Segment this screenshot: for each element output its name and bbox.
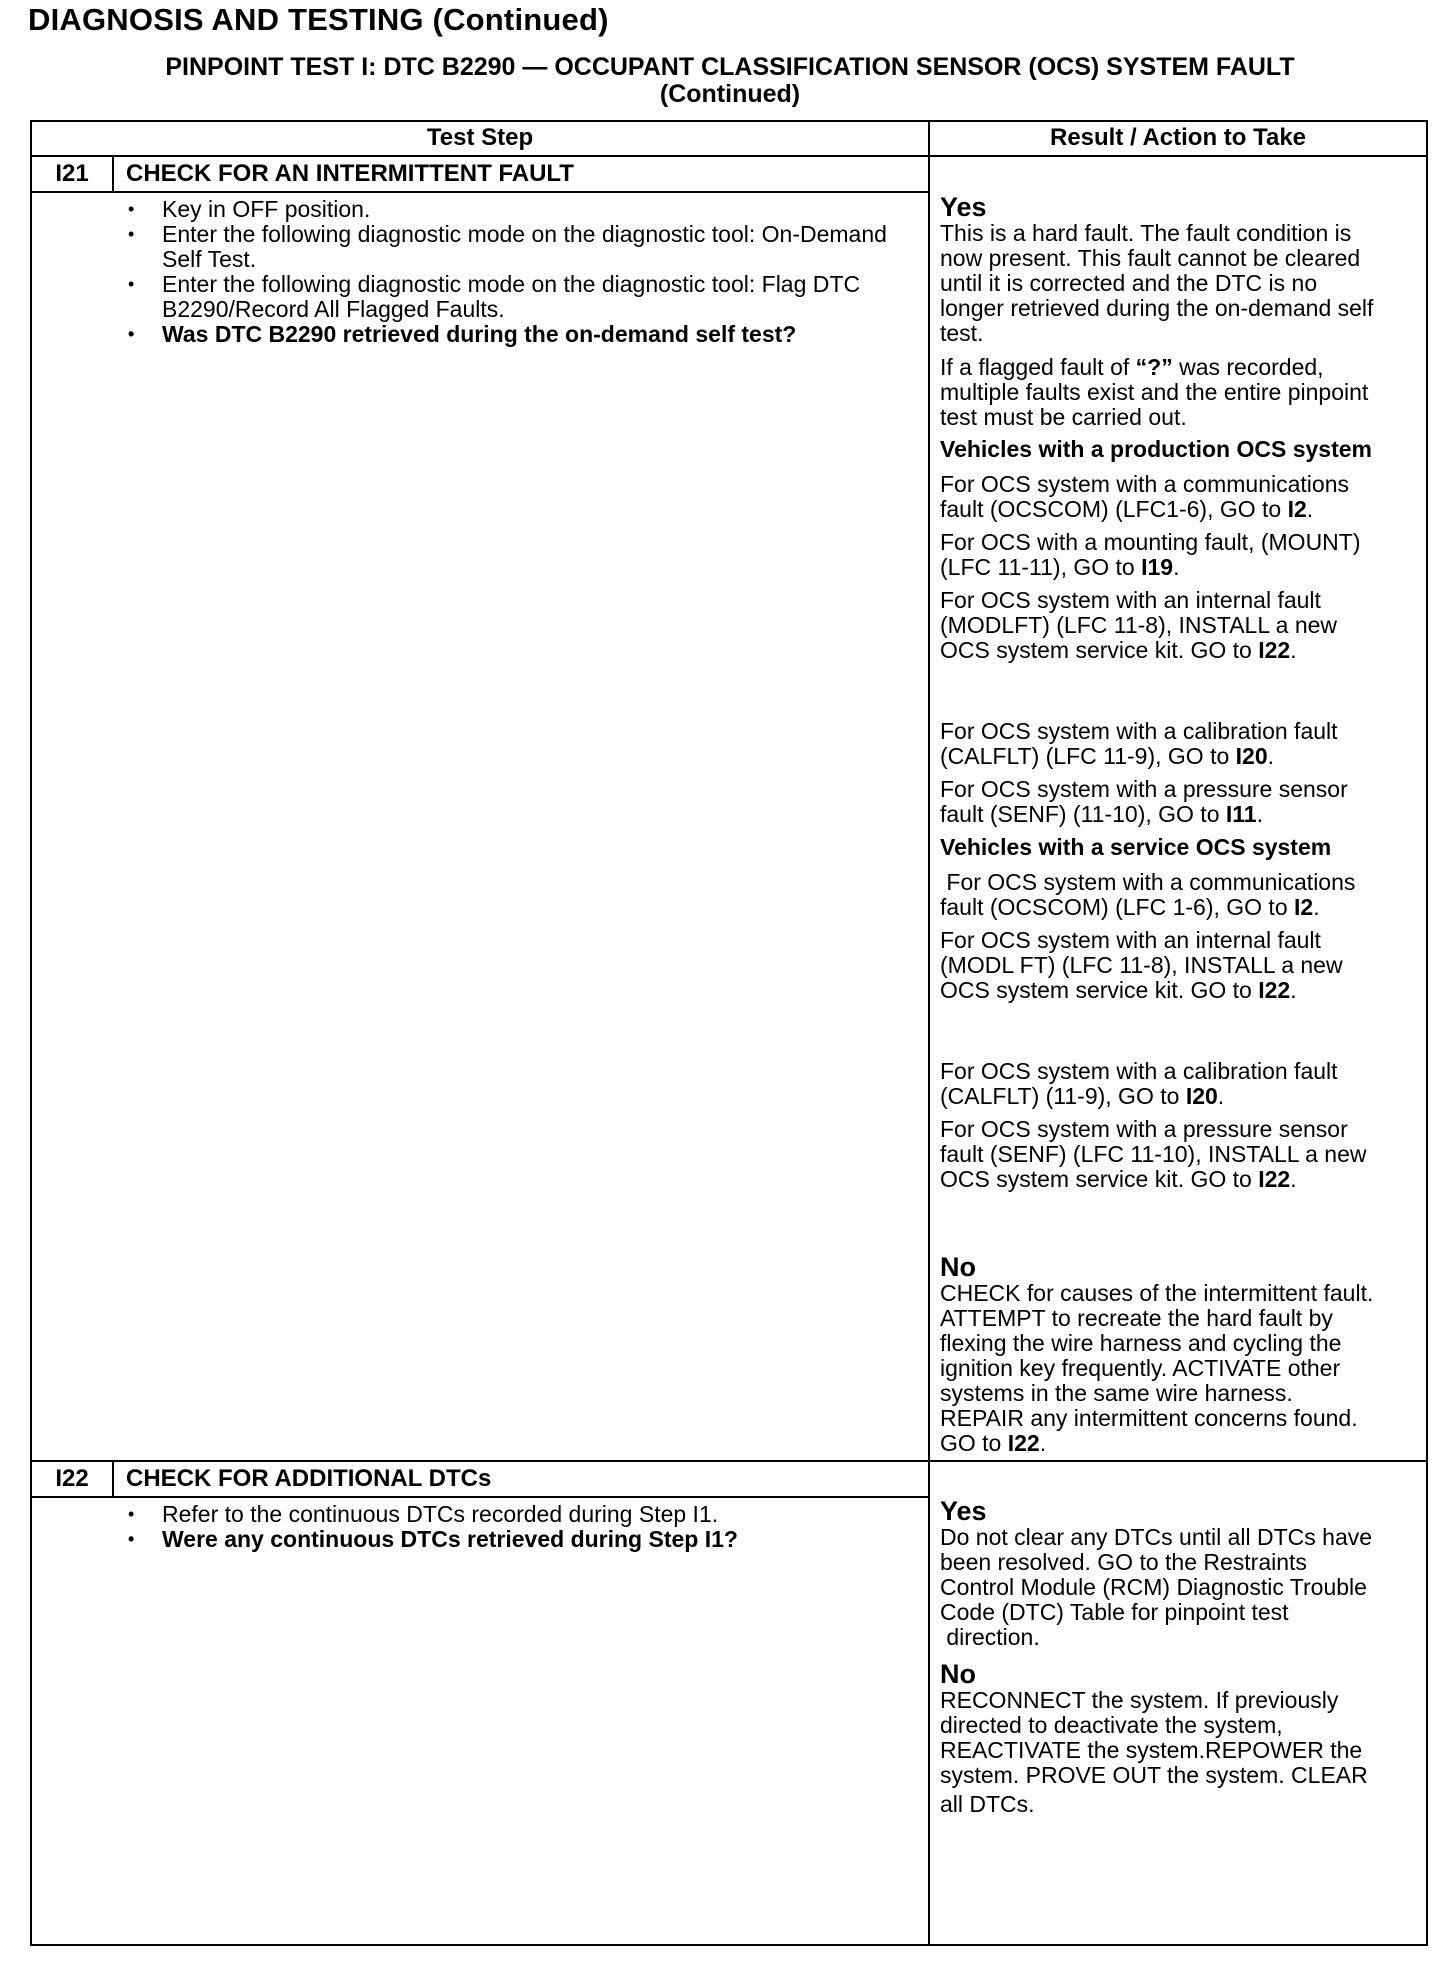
result-text: For OCS system with an internal fault	[940, 587, 1321, 613]
result-text: CHECK for causes of the intermittent fault.	[940, 1280, 1374, 1306]
step-i21-question: • Was DTC B2290 retrieved during the on-demand self test?	[128, 322, 898, 347]
goto-step-link[interactable]: I11	[1225, 801, 1257, 827]
no-label: No	[940, 1252, 976, 1282]
step-title-i21: CHECK FOR AN INTERMITTENT FAULT	[126, 160, 574, 187]
production-item	[940, 472, 1430, 522]
goto-step-link[interactable]: I20	[1185, 1083, 1218, 1109]
step-number-divider-i22	[112, 1461, 114, 1497]
result-text: multiple faults exist and the entire pinpoint	[940, 379, 1369, 405]
result-text: (LFC 11-11), GO to I19.	[940, 554, 1180, 580]
result-text: (MODL FT) (LFC 11-8), INSTALL a new	[940, 952, 1343, 978]
production-item	[940, 719, 1430, 769]
result-text: (CALFLT) (11-9), GO to I20.	[940, 1083, 1225, 1109]
result-text: For OCS system with an internal fault	[940, 927, 1321, 953]
result-text: GO to I22.	[940, 1430, 1047, 1456]
goto-step-link[interactable]: I2	[1294, 894, 1314, 920]
step-number-i21: I21	[55, 160, 89, 187]
column-divider	[928, 121, 930, 1945]
result-text: fault (SENF) (11-10), GO to I11.	[940, 801, 1263, 827]
result-text: test.	[940, 320, 984, 346]
service-item	[940, 1059, 1430, 1109]
step-i21-no-block	[940, 1254, 1430, 1456]
production-item	[940, 777, 1430, 827]
step-number-divider-i21	[112, 156, 114, 192]
result-text: ATTEMPT to recreate the hard fault by	[940, 1305, 1333, 1331]
yes-label: Yes	[940, 1496, 987, 1526]
result-text: If a flagged fault of “?” was recorded,	[940, 354, 1324, 380]
step-i21-flag-note	[940, 355, 1430, 430]
result-text: longer retrieved during the on-demand self	[940, 295, 1374, 321]
step-title-i22: CHECK FOR ADDITIONAL DTCs	[126, 1465, 492, 1492]
result-text: This is a hard fault. The fault condition is	[940, 220, 1352, 246]
step-i21-bullet: • Key in OFF position.	[128, 197, 898, 222]
pinpoint-test-title	[30, 54, 1430, 108]
result-text: OCS system service kit. GO to I22.	[940, 977, 1297, 1003]
result-text: OCS system service kit. GO to I22.	[940, 637, 1297, 663]
step-number-i22: I22	[55, 1465, 89, 1492]
row-rule-i22-title	[31, 1496, 929, 1498]
result-text: systems in the same wire harness.	[940, 1380, 1293, 1406]
pinpoint-test-title-line2: (Continued)	[659, 80, 801, 108]
column-header-result: Result / Action to Take	[1049, 124, 1307, 151]
result-text: Control Module (RCM) Diagnostic Trouble	[940, 1574, 1367, 1600]
step-i21-instructions	[128, 197, 898, 347]
goto-step-link[interactable]: I22	[1258, 637, 1291, 663]
result-text: until it is corrected and the DTC is no	[940, 270, 1318, 296]
result-text: direction.	[940, 1624, 1040, 1650]
production-item	[940, 588, 1430, 663]
result-text: now present. This fault cannot be cleared	[940, 245, 1361, 271]
row-rule-i21-title	[31, 191, 929, 193]
result-text: For OCS system with a calibration fault	[940, 1058, 1338, 1084]
step-i22-question: • Were any continuous DTCs retrieved during Step I1?	[128, 1527, 898, 1552]
goto-step-link[interactable]: I22	[1258, 1166, 1291, 1192]
production-ocs-heading: Vehicles with a production OCS system	[940, 436, 1373, 462]
result-text: been resolved. GO to the Restraints	[940, 1549, 1307, 1575]
result-text: all DTCs.	[940, 1791, 1035, 1817]
result-text: directed to deactivate the system,	[940, 1712, 1283, 1738]
goto-step-link[interactable]: I20	[1235, 743, 1268, 769]
service-item	[940, 928, 1430, 1003]
goto-step-link[interactable]: I22	[1258, 977, 1291, 1003]
column-header-test-step: Test Step	[426, 124, 534, 151]
goto-step-link[interactable]: I22	[1007, 1430, 1040, 1456]
pinpoint-test-title-line1: PINPOINT TEST I: DTC B2290 — OCCUPANT CLASSIFICATION SENSOR (OCS) SYSTEM FAULT	[165, 53, 1295, 81]
result-text: For OCS system with a calibration fault	[940, 718, 1338, 744]
step-i22-yes-block	[940, 1498, 1430, 1650]
step-i21-bullet: • Enter the following diagnostic mode on the diagnostic tool: On-Demand Self Test.	[128, 222, 898, 272]
result-text: RECONNECT the system. If previously	[940, 1687, 1339, 1713]
result-text: flexing the wire harness and cycling the	[940, 1330, 1342, 1356]
result-text: Code (DTC) Table for pinpoint test	[940, 1599, 1289, 1625]
service-ocs-heading: Vehicles with a service OCS system	[940, 834, 1332, 860]
result-text: ignition key frequently. ACTIVATE other	[940, 1355, 1341, 1381]
result-text: test must be carried out.	[940, 404, 1187, 430]
goto-step-link[interactable]: I19	[1141, 554, 1174, 580]
result-text: (MODLFT) (LFC 11-8), INSTALL a new	[940, 612, 1338, 638]
result-text: system. PROVE OUT the system. CLEAR	[940, 1762, 1368, 1788]
result-text: fault (SENF) (LFC 11-10), INSTALL a new	[940, 1141, 1367, 1167]
yes-label: Yes	[940, 192, 987, 222]
step-i22-instructions	[128, 1502, 898, 1552]
result-text: Do not clear any DTCs until all DTCs have	[940, 1524, 1373, 1550]
result-text: For OCS system with a communications	[940, 471, 1350, 497]
production-item	[940, 530, 1430, 580]
page-title: DIAGNOSIS AND TESTING (Continued)	[28, 2, 609, 37]
goto-step-link[interactable]: I2	[1287, 496, 1307, 522]
result-text: fault (OCSCOM) (LFC1-6), GO to I2.	[940, 496, 1314, 522]
no-label: No	[940, 1659, 976, 1689]
result-text: For OCS with a mounting fault, (MOUNT)	[940, 529, 1361, 555]
step-i22-no-block	[940, 1661, 1430, 1817]
result-text: OCS system service kit. GO to I22.	[940, 1166, 1297, 1192]
result-text: For OCS system with a pressure sensor	[940, 1116, 1348, 1142]
step-i22-bullet: • Refer to the continuous DTCs recorded during Step I1.	[128, 1502, 898, 1527]
result-text: For OCS system with a pressure sensor	[940, 776, 1348, 802]
result-text: fault (OCSCOM) (LFC 1-6), GO to I2.	[940, 894, 1320, 920]
service-item	[940, 870, 1430, 920]
service-item	[940, 1117, 1430, 1192]
step-i21-bullet: • Enter the following diagnostic mode on the diagnostic tool: Flag DTC B2290/Record All Flagged Faults.	[128, 272, 898, 322]
step-i21-yes-block	[940, 194, 1430, 346]
flag-symbol: “?”	[1135, 354, 1173, 380]
result-text: REACTIVATE the system.REPOWER the	[940, 1737, 1363, 1763]
result-text: REPAIR any intermittent concerns found.	[940, 1405, 1358, 1431]
result-text: (CALFLT) (LFC 11-9), GO to I20.	[940, 743, 1275, 769]
result-text: For OCS system with a communications	[940, 869, 1356, 895]
